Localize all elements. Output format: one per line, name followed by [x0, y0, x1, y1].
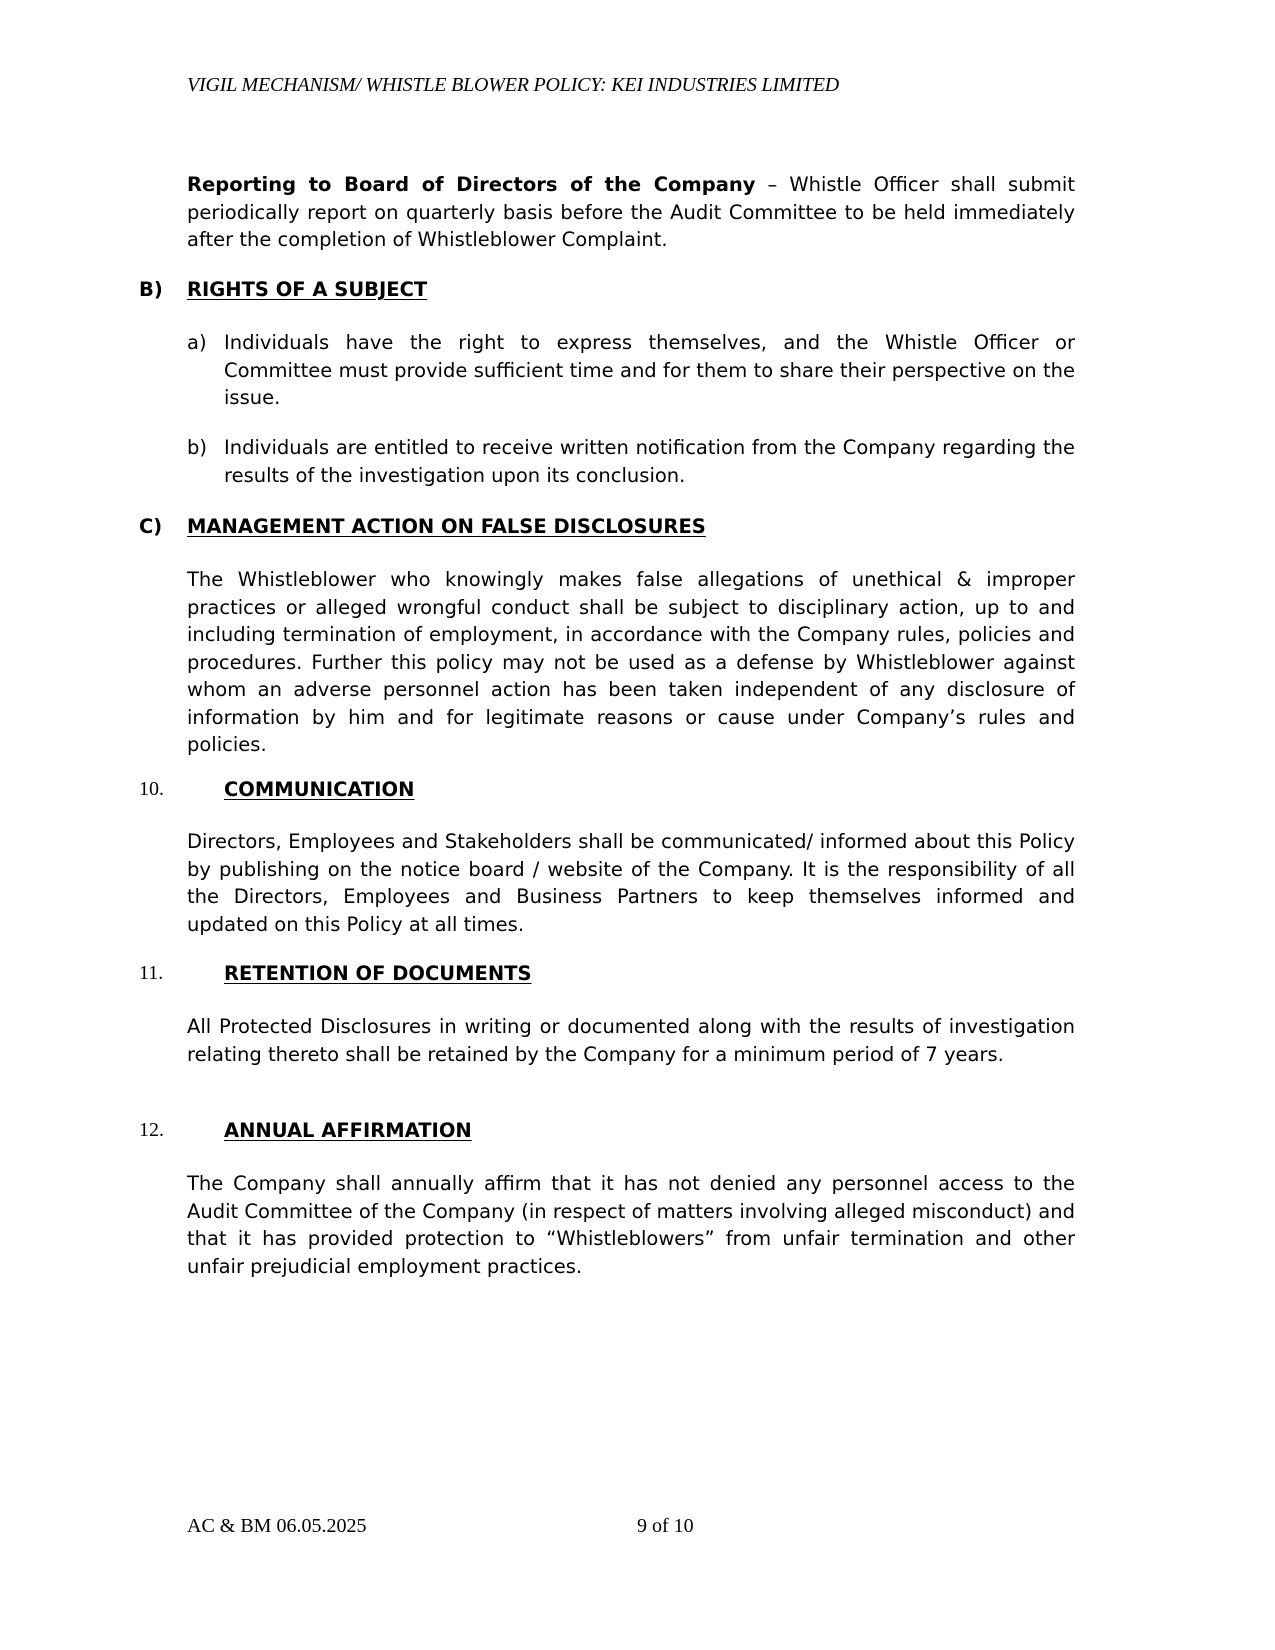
section-c-paragraph: The Whistleblower who knowingly makes false allegations of unethical & improper practices or alleged wrongful conduct shall be subject to disciplinary action, up to and including termination of employment, in accordance with the Company rules, policies and procedures. Further this policy may not be used as a defense by Whistleblower against whom an adverse personnel action has been taken independent of any disclosure of information by him and for legitimate reasons or cause under Company’s rules and policies.: [187, 568, 1075, 756]
section-b-title: RIGHTS OF A SUBJECT: [187, 278, 428, 301]
section-11-paragraph: All Protected Disclosures in writing or documented along with the results of investigation relating thereto shall be retained by the Company for a minimum period of 7 years.: [187, 1015, 1075, 1066]
footer-meeting-date: AC & BM 06.05.2025: [187, 1515, 367, 1537]
section-11-number: 11.: [139, 962, 164, 984]
list-item-text: Individuals are entitled to receive written notification from the Company regarding the results of the investigation upon its conclusion.: [224, 436, 1075, 487]
section-12-number: 12.: [139, 1119, 164, 1141]
section-10-title: COMMUNICATION: [224, 778, 415, 801]
list-marker: a): [187, 331, 207, 354]
list-item: [187, 434, 1075, 489]
section-c-letter: C): [139, 515, 163, 538]
list-marker: b): [187, 436, 207, 459]
list-item-text: Individuals have the right to express themselves, and the Whistle Officer or Committee must provide sufficient time and for them to share their perspective on the issue.: [224, 331, 1075, 409]
reporting-paragraph: [187, 171, 1075, 254]
document-header: VIGIL MECHANISM/ WHISTLE BLOWER POLICY: KEI INDUSTRIES LIMITED: [187, 74, 840, 96]
section-c-title: MANAGEMENT ACTION ON FALSE DISCLOSURES: [187, 515, 706, 538]
section-b-letter: B): [139, 278, 163, 301]
list-item: [187, 329, 1075, 412]
section-12-paragraph: The Company shall annually affirm that it has not denied any personnel access to the Audit Committee of the Company (in respect of matters involving alleged misconduct) and that it has provided protection to “Whistleblowers” from unfair termination and other unfair prejudicial employment practices.: [187, 1172, 1075, 1278]
reporting-lead: Reporting to Board of Directors of the Company: [187, 173, 756, 196]
section-10-number: 10.: [139, 778, 164, 800]
reporting-text: – Whistle Officer shall submit periodically report on quarterly basis before the Audit Committee to be held immediately after the completion of Whistleblower Complaint.: [187, 173, 1075, 251]
page-number: 9 of 10: [637, 1515, 694, 1537]
section-11-title: RETENTION OF DOCUMENTS: [224, 962, 532, 985]
section-10-paragraph: Directors, Employees and Stakeholders shall be communicated/ informed about this Policy by publishing on the notice board / website of the Company. It is the responsibility of all the Directors, Employees and Business Partners to keep themselves informed and updated on this Policy at all times.: [187, 830, 1075, 936]
section-12-title: ANNUAL AFFIRMATION: [224, 1119, 472, 1142]
